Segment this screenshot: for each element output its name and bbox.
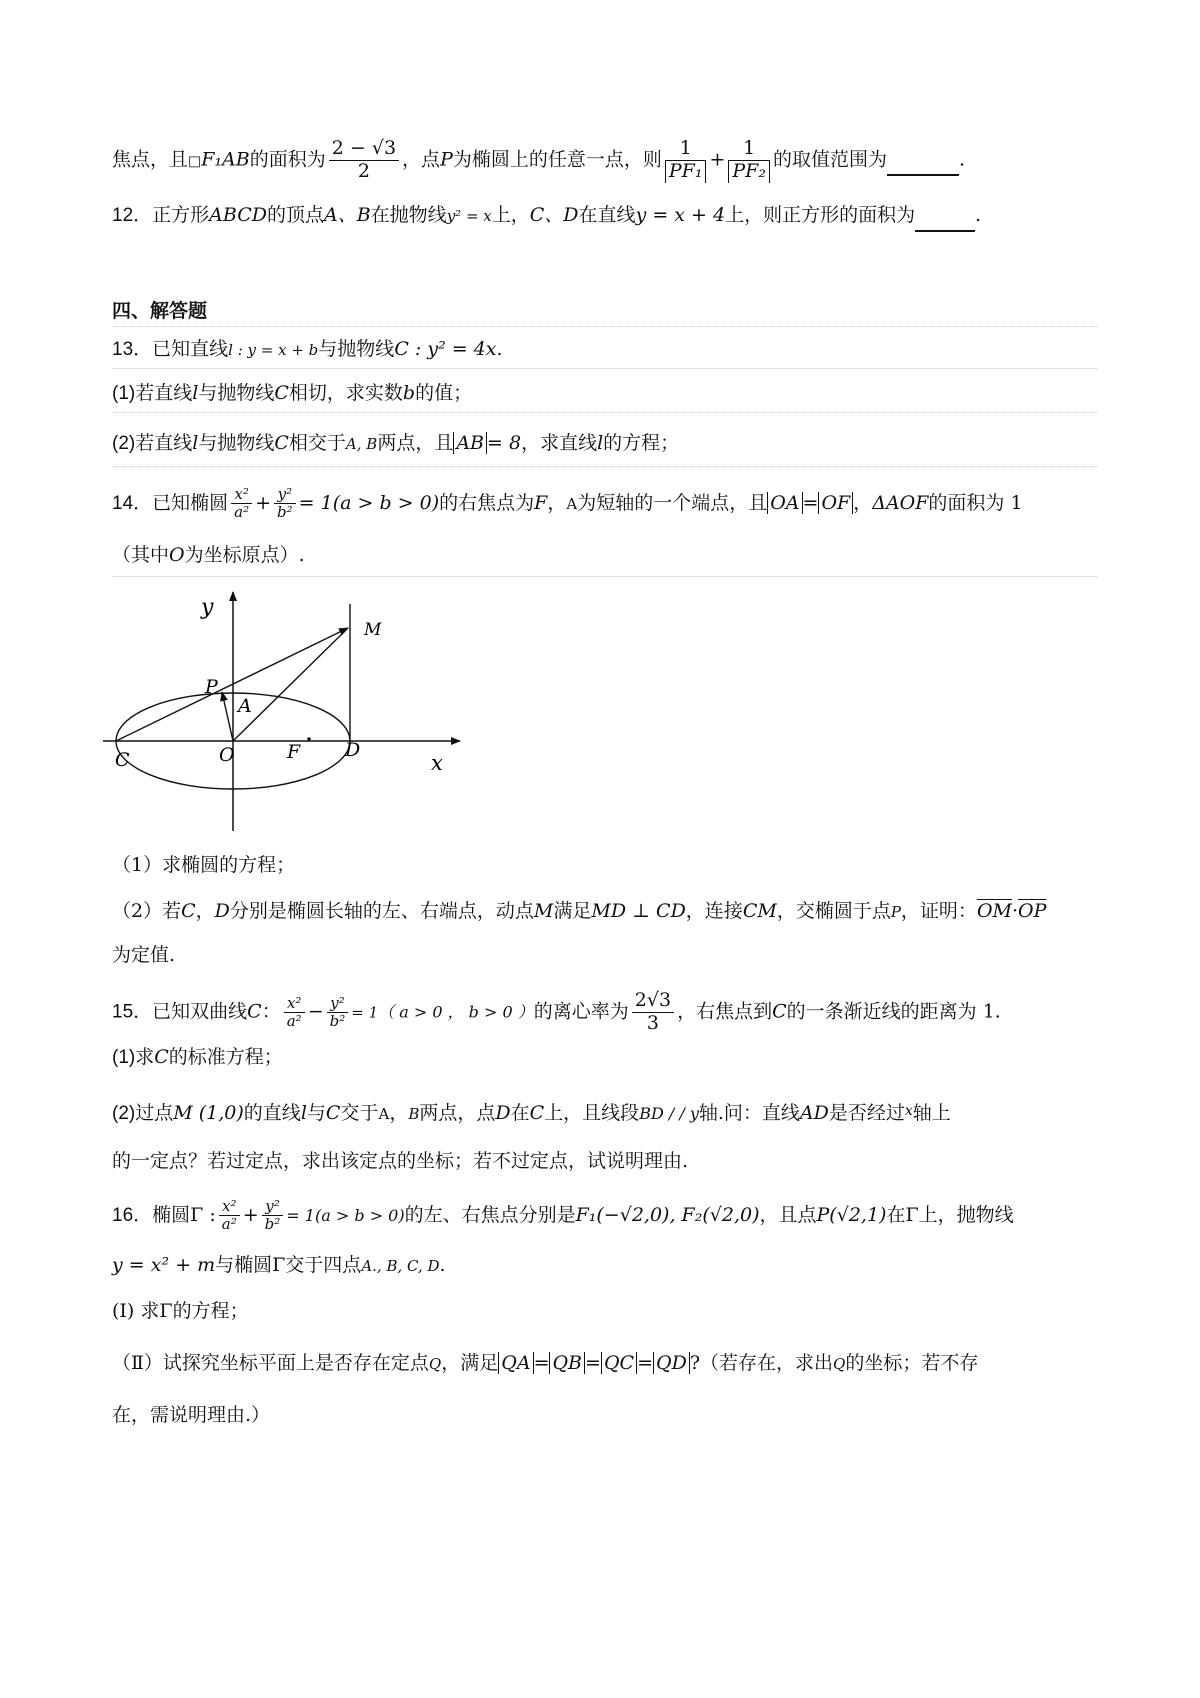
point-c: C — [181, 900, 196, 922]
equals-8: = 8 — [487, 432, 522, 454]
part-label: (1) — [112, 1047, 136, 1068]
y-squared: y² — [274, 486, 296, 504]
q15-text: 在 — [510, 1102, 530, 1124]
abs-qc: QC — [601, 1352, 637, 1374]
vector-op-text: $\overline{OP}$ — [1018, 900, 1047, 922]
a-squared: a² — [286, 1011, 302, 1030]
eccentricity-fraction — [632, 990, 674, 1035]
line-equation: l : y = x + b — [228, 341, 319, 359]
e-denominator: 3 — [646, 1011, 659, 1034]
q15-text: 的离心率为 — [533, 1000, 629, 1023]
colon: ： — [261, 1000, 281, 1023]
point-a: A — [566, 494, 578, 513]
fraction-y2-b2 — [327, 995, 349, 1031]
q15-part1 — [112, 1042, 1097, 1073]
fraction-pf2 — [728, 138, 770, 183]
q14-part1: （1）求椭圆的方程； — [112, 854, 296, 876]
parabola-c: C — [274, 432, 289, 454]
abs-of: OF — [818, 492, 853, 514]
triangle-symbol: □ — [188, 153, 202, 170]
point-p: P(√2,1) — [816, 1203, 887, 1226]
x-squared: x² — [284, 995, 305, 1013]
label-x: x — [431, 751, 443, 775]
q11-text: ，点 — [402, 148, 441, 171]
q14-part2-line2: 为定值. — [112, 944, 176, 966]
q11-text: 的取值范围为 — [772, 148, 887, 171]
q13-text: 已知直线 — [152, 338, 229, 360]
points-cd: C、D — [529, 204, 579, 226]
q16-text: 的左、右焦点分别是 — [404, 1203, 576, 1226]
abs-qa: QA — [498, 1352, 533, 1374]
answer-blank — [915, 200, 975, 232]
label-y: y — [201, 595, 214, 620]
equals-sign: = — [585, 1352, 601, 1374]
answer-blank — [887, 144, 959, 176]
period: . — [975, 204, 982, 226]
q16-part1 — [112, 1296, 1097, 1326]
fraction-x2-a2 — [231, 486, 252, 522]
fraction-pf1 — [665, 138, 707, 183]
q13-text: 若直线 — [135, 432, 193, 454]
q15-stem — [112, 990, 1097, 1035]
line-l: l — [192, 382, 199, 404]
gamma-symbol: Γ — [159, 1300, 173, 1322]
q15-text: 的一条渐近线的距离为 1. — [786, 1000, 1001, 1023]
point-q: Q — [428, 1355, 442, 1373]
vector-om-text: $\overline{OM}$ — [976, 900, 1012, 922]
area-fraction — [329, 138, 399, 183]
abs-oa: OA — [767, 492, 802, 514]
vector-op — [222, 692, 233, 741]
label-c: C — [115, 749, 130, 771]
e-numerator: 2√3 — [632, 990, 674, 1013]
q14-text: 分别是椭圆长轴的左、右端点，动点 — [229, 900, 534, 922]
md-perp-cd: MD ⊥ CD — [591, 900, 686, 922]
abs-ab: AB — [453, 432, 487, 454]
point-a: A — [378, 1105, 390, 1123]
part-label: (2) — [112, 433, 136, 454]
q14-text: 已知椭圆 — [152, 491, 229, 514]
q16-text: 交于四点 — [285, 1254, 362, 1276]
pf1-denominator: PF₁ — [665, 161, 707, 183]
question-number: 12． — [112, 205, 153, 226]
q14-text: ，证明： — [900, 900, 977, 922]
a-squared: a² — [234, 503, 250, 522]
q16-text: 的方程； — [172, 1300, 249, 1322]
triangle-f1ab: F₁AB — [201, 148, 250, 171]
q12-text: 正方形 — [152, 204, 210, 226]
question-number: 16． — [112, 1204, 153, 1226]
hyperbola-c: C — [529, 1102, 545, 1124]
divider — [112, 412, 1097, 413]
q14-text: 为坐标原点）. — [184, 544, 305, 566]
part-label: (1) — [112, 383, 136, 404]
period: . — [496, 338, 503, 360]
q13-text: 与抛物线 — [198, 432, 275, 454]
q13-stem — [112, 334, 1097, 365]
q15-text: 与 — [306, 1102, 326, 1124]
a-squared: a² — [221, 1215, 237, 1234]
q16-stem — [112, 1198, 1097, 1234]
q12-text: 在抛物线 — [370, 204, 447, 226]
focus-f: F — [534, 491, 548, 514]
q15-text: 交于 — [340, 1102, 379, 1124]
q13-text: 若直线 — [135, 382, 193, 404]
point-q: Q — [833, 1355, 846, 1373]
q16-text: 的坐标；若不存 — [845, 1352, 979, 1374]
abs-qb: QB — [549, 1352, 585, 1374]
q14-part2 — [112, 896, 1097, 927]
question-number: 14． — [112, 492, 153, 514]
q13-text: 两点，且 — [377, 432, 454, 454]
q15-text: 轴.问：直线 — [698, 1102, 800, 1124]
q11-text: 的面积为 — [249, 148, 326, 171]
q15-text: ， — [389, 1102, 409, 1124]
q12-text: 上，则正方形的面积为 — [725, 204, 916, 226]
q13-part1 — [112, 378, 1097, 409]
label-f: F — [287, 741, 301, 763]
line-l: l — [192, 432, 199, 454]
label-p: P — [205, 676, 218, 698]
divider — [112, 326, 1097, 327]
label-m: M — [364, 620, 382, 640]
question-number: 13． — [112, 339, 153, 360]
parabola-c: C — [274, 382, 289, 404]
period: . — [439, 1254, 446, 1276]
hyperbola-rhs: = 1 — [351, 1003, 379, 1022]
q13-text: 与抛物线 — [318, 338, 395, 360]
point-b: B — [408, 1105, 420, 1123]
period: . — [959, 148, 966, 171]
q14-text: ，连接 — [685, 900, 743, 922]
q15-part2-line2: 的一定点？若过定点，求出该定点的坐标；若不过定点，试说明理由. — [112, 1150, 689, 1172]
b-squared: b² — [277, 503, 293, 522]
q16-part2 — [112, 1348, 1097, 1379]
vector-om — [233, 628, 348, 741]
origin-o: O — [169, 544, 185, 566]
q14-text: 的面积为 1 — [928, 491, 1023, 514]
point-p: P — [890, 903, 901, 921]
equals-sign: = — [637, 1352, 653, 1374]
y-squared: y² — [262, 1198, 284, 1216]
q16-text: ?（若存在，求出 — [689, 1352, 833, 1374]
q15-text: 是否经过 — [828, 1102, 905, 1124]
b-squared: b² — [329, 1011, 346, 1030]
q14-stem — [112, 486, 1097, 522]
q16-part2-line2: 在，需说明理由.） — [112, 1404, 271, 1426]
label-o: O — [219, 744, 235, 766]
fraction-y2-b2 — [262, 1198, 284, 1234]
line-cm — [116, 628, 348, 741]
q11-text: 为椭圆上的任意一点，则 — [452, 148, 662, 171]
area-numerator: 2 − √3 — [329, 138, 399, 161]
equals-sign: = — [802, 491, 819, 514]
hyperbola-c: C — [772, 1000, 787, 1023]
q15-text: 轴上 — [912, 1102, 951, 1124]
dot-product: · — [1011, 900, 1019, 922]
label-a: A — [238, 695, 252, 717]
q14-text: 满足 — [553, 900, 592, 922]
fraction-x2-a2 — [284, 995, 305, 1031]
q14-text: （2）若 — [112, 900, 182, 922]
q15-text: 上，且线段 — [544, 1102, 640, 1124]
equals-sign: = — [533, 1352, 550, 1374]
point-p: P — [440, 148, 453, 171]
triangle-aof: ΔAOF — [872, 491, 929, 514]
ellipse-equation-rhs: = 1(a > b > 0) — [298, 491, 440, 514]
parabola-equation: C : y² = 4x — [394, 338, 497, 360]
q16-text: (Ⅰ) 求 — [112, 1300, 160, 1322]
point-m: M (1,0) — [173, 1102, 244, 1124]
hyperbola-c: C — [247, 1000, 262, 1023]
q13-text: ，求直线 — [521, 432, 598, 454]
q13-text: 与抛物线 — [198, 382, 275, 404]
q14-text: ， — [853, 491, 873, 514]
fraction-y2-b2 — [274, 486, 296, 522]
q12-text: 上， — [491, 204, 530, 226]
divider — [112, 368, 1097, 369]
q13-text: 的值； — [415, 382, 473, 404]
label-d: D — [345, 739, 361, 761]
foci: F₁(−√2,0), F₂(√2,0) — [575, 1203, 760, 1226]
point-d: D — [214, 900, 230, 922]
x-squared: x² — [219, 1198, 240, 1216]
point-m: M — [533, 900, 554, 922]
q16-text: 在 — [886, 1203, 906, 1226]
points-ab: A、B — [323, 204, 371, 226]
q14-text: ，交椭圆于点 — [776, 900, 891, 922]
q14-text: ， — [547, 491, 567, 514]
line-l: l — [597, 432, 604, 454]
x-squared: x² — [231, 486, 252, 504]
fraction-numerator: 1 — [728, 138, 770, 161]
q13-text: 相交于 — [288, 432, 346, 454]
plus-sign: + — [255, 491, 272, 514]
q15-text: 已知双曲线 — [152, 1000, 248, 1023]
part-label: (2) — [112, 1103, 136, 1124]
ellipse-rhs: = 1(a > b > 0) — [286, 1205, 405, 1225]
line-l: l — [300, 1102, 307, 1124]
q15-part2 — [112, 1096, 1097, 1129]
q11-tail-line — [112, 138, 1097, 183]
parabola-equation: y² = x — [446, 207, 492, 225]
fraction-x2-a2 — [219, 1198, 240, 1234]
q15-text: 两点，点 — [419, 1102, 496, 1124]
line-equation: y = x + 4 — [635, 204, 726, 226]
q16-stem-line2 — [112, 1250, 1097, 1281]
bd-parallel-y: BD / / y — [639, 1104, 699, 1123]
area-denominator: 2 — [357, 159, 370, 182]
q14-stem-line2 — [112, 540, 1097, 570]
gamma-symbol: Γ — [905, 1203, 919, 1226]
comma: ， — [195, 900, 215, 922]
conditions: （ a > 0 ， b > 0 ） — [378, 1002, 534, 1022]
hyperbola-c: C — [154, 1046, 169, 1068]
points-ab: A, B — [345, 435, 378, 453]
segment-cm: CM — [742, 900, 777, 922]
q16-text: 椭圆 — [152, 1203, 191, 1226]
q13-text: 相切，求实数 — [288, 382, 403, 404]
y-squared: y² — [327, 995, 349, 1013]
q16-text: 与椭圆 — [215, 1254, 273, 1276]
b-squared: b² — [264, 1215, 281, 1234]
q15-text: 求 — [135, 1046, 155, 1068]
q15-text: 过点 — [135, 1102, 174, 1124]
q14-text: 为短轴的一个端点，且 — [577, 491, 768, 514]
q14-text: （其中 — [112, 544, 170, 566]
q16-text: ，且点 — [759, 1203, 817, 1226]
q15-text: 的标准方程； — [168, 1046, 283, 1068]
q12-line — [112, 200, 1097, 232]
ellipse-figure — [95, 586, 475, 836]
parabola-equation: y = x² + m — [112, 1254, 216, 1276]
point-d: D — [495, 1102, 511, 1124]
gamma-symbol: Γ — [272, 1254, 286, 1276]
divider — [112, 576, 1097, 577]
abs-qd: QD — [653, 1352, 690, 1374]
q13-part2 — [112, 428, 1097, 459]
four-points: A., B, C, D — [361, 1257, 440, 1275]
section-title: 四、解答题 — [112, 300, 208, 322]
question-number: 15． — [112, 1001, 153, 1023]
var-x: x — [904, 1103, 913, 1119]
focus-dot — [307, 737, 311, 741]
q15-text: ，右焦点到 — [677, 1000, 773, 1023]
minus-sign: − — [307, 1000, 324, 1023]
q16-text: 上，抛物线 — [918, 1203, 1014, 1226]
q12-text: 在直线 — [578, 204, 636, 226]
square-abcd: ABCD — [209, 204, 267, 226]
q16-text: ，满足 — [441, 1352, 499, 1374]
q14-text: 的右焦点为 — [439, 491, 535, 514]
fraction-numerator: 1 — [665, 138, 707, 161]
q12-text: 的顶点 — [266, 204, 324, 226]
plus-sign: + — [242, 1203, 259, 1226]
ellipse-gamma: Γ : — [190, 1203, 216, 1226]
pf2-denominator: PF₂ — [728, 161, 770, 183]
var-b: b — [402, 382, 416, 404]
q16-text: （Ⅱ）试探究坐标平面上是否存在定点 — [112, 1352, 429, 1374]
hyperbola-c: C — [325, 1102, 341, 1124]
q15-text: 的直线 — [243, 1102, 301, 1124]
q11-text: 焦点，且 — [112, 148, 189, 171]
plus-sign: + — [709, 148, 726, 171]
q13-text: 的方程； — [603, 432, 680, 454]
divider — [112, 466, 1097, 467]
line-ad: AD — [799, 1102, 829, 1124]
